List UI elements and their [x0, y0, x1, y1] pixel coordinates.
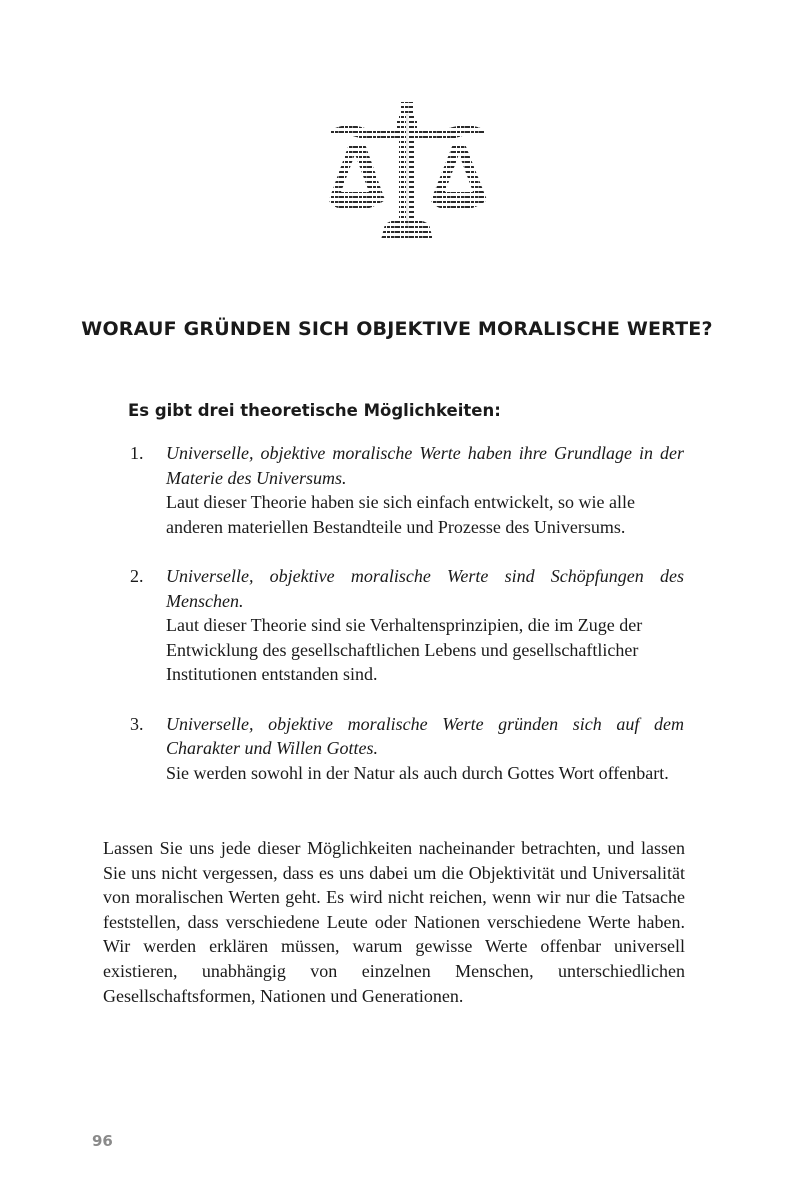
item-description: Sie werden sowohl in der Natur als auch durch Gottes Wort offenbart.	[166, 762, 669, 783]
list-item	[128, 712, 684, 786]
item-description: Laut dieser Theorie haben sie sich einfach entwickelt, so wie alle anderen materiellen Bestandteile und Prozesse des Universums.	[166, 492, 635, 537]
item-number: 3.	[130, 713, 144, 734]
item-title: Universelle, objektive moralische Werte haben ihre Grundlage in der Materie des Universums.	[166, 443, 684, 488]
page-number: 96	[92, 1132, 113, 1150]
list-item	[128, 441, 684, 539]
item-description: Laut dieser Theorie sind sie Verhaltensprinzipien, die im Zuge der Entwicklung des gesellschaftlichen Lebens und gesellschaftlicher Institutionen entstanden sind.	[166, 615, 643, 684]
list-item	[128, 564, 684, 687]
intro-label: Es gibt drei theoretische Möglichkeiten:	[128, 401, 501, 420]
item-number: 1.	[130, 443, 144, 463]
body-paragraph: Lassen Sie uns jede dieser Möglichkeiten nacheinander betrachten, und lassen Sie uns nicht vergessen, dass es uns dabei um die Objektivität und Universalität von moralischen Werten geht. Es wird nicht reichen, wenn wir nur die Tatsache feststellen, dass verschiedene Leute oder Nationen verschiedene Werte haben. Wir werden erklären müssen, warum gewisse Werte offenbar universell existieren, unabhängig von einzelnen Menschen, unterschiedlichen Gesellschaftsformen, Nationen und Generationen.	[103, 838, 685, 1006]
item-number: 2.	[130, 566, 144, 586]
possibilities-list	[128, 441, 684, 810]
item-title: Universelle, objektive moralische Werte sind Schöpfungen des Menschen.	[166, 566, 684, 611]
section-heading: WORAUF GRÜNDEN SICH OBJEKTIVE MORALISCHE WERTE?	[81, 318, 713, 340]
scales-of-justice-icon	[325, 100, 490, 245]
item-title: Universelle, objektive moralische Werte gründen sich auf dem Charakter und Willen Gottes.	[166, 713, 684, 758]
